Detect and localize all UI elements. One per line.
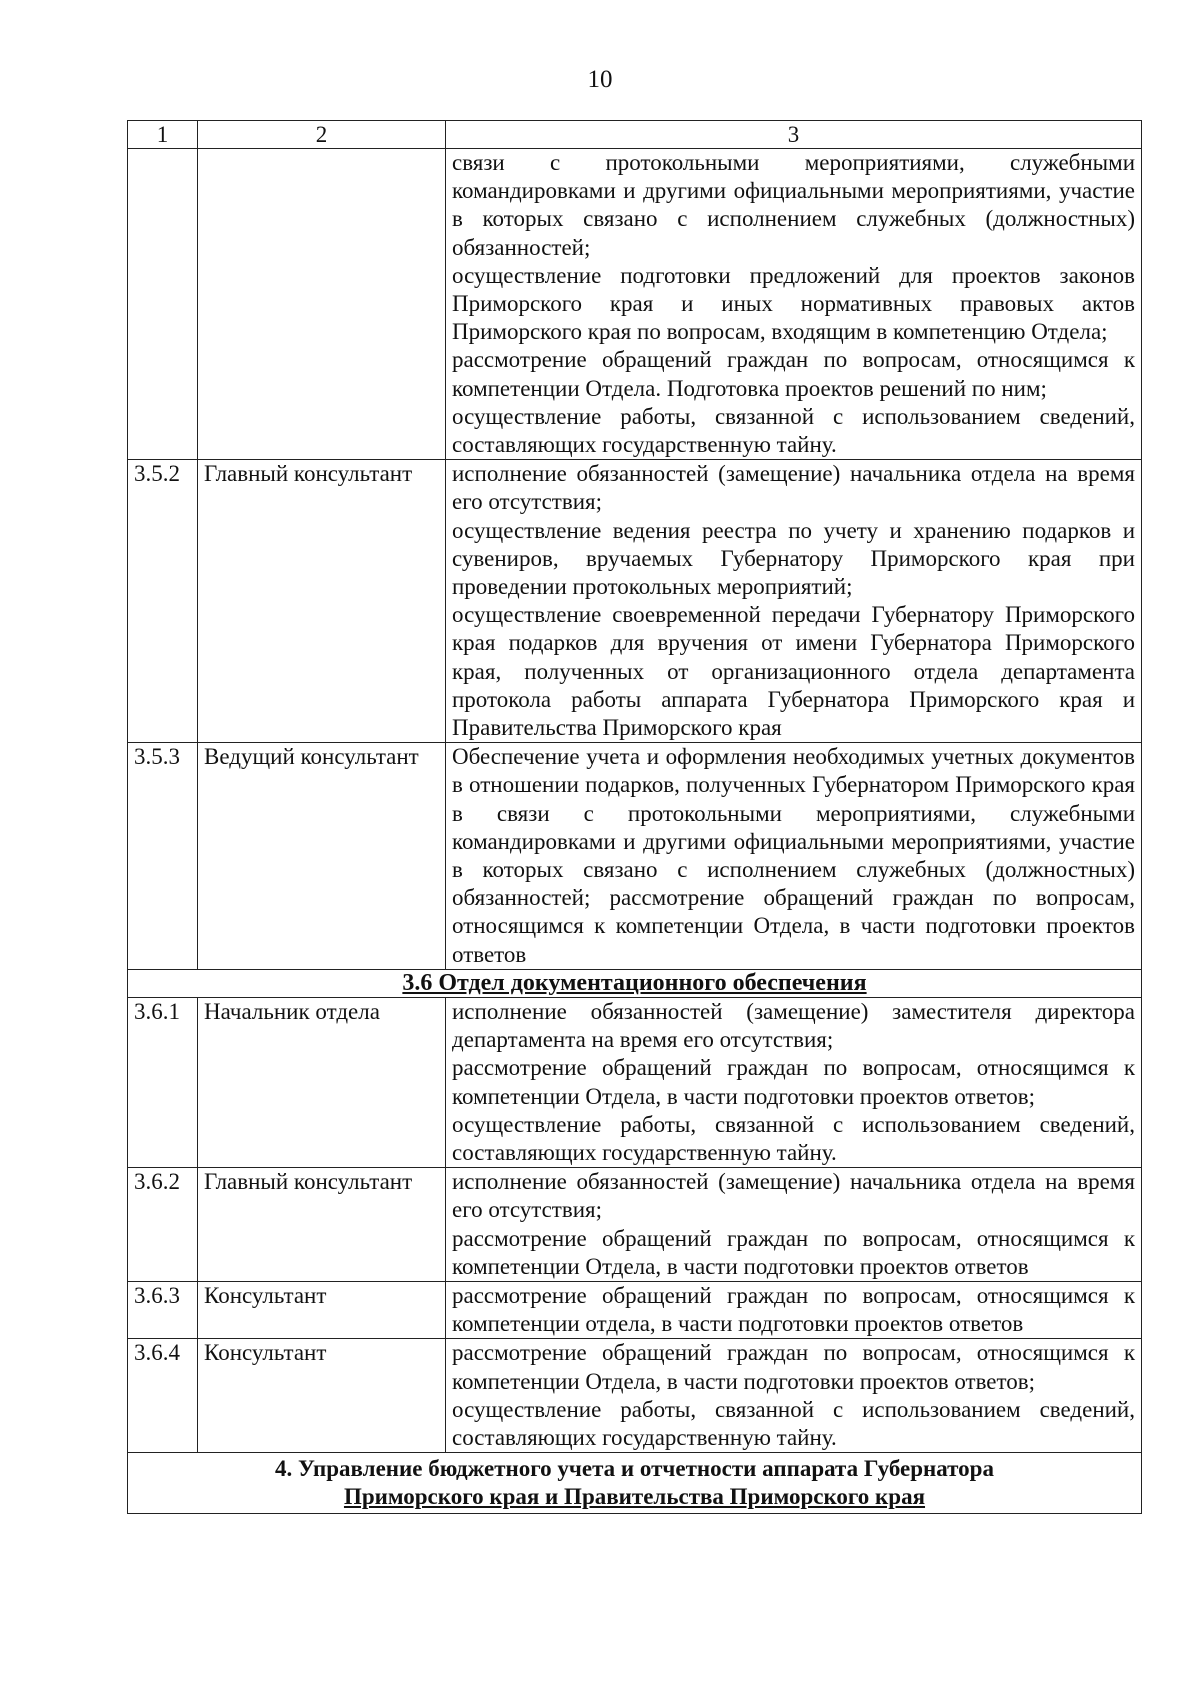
duty-paragraph: рассмотрение обращений граждан по вопросам, относящимся к компетенции Отдела, в части подготовки проектов ответов: [452, 1225, 1135, 1279]
duty-paragraph: исполнение обязанностей (замещение) начальника отдела на время его отсутствия;: [452, 1169, 1135, 1223]
header-col-1: 1: [128, 121, 198, 149]
table-row: [128, 460, 1142, 743]
row-duties: [446, 743, 1142, 970]
row-number: 3.6.3: [128, 1281, 198, 1338]
row-position: [198, 149, 446, 460]
duty-paragraph: осуществление ведения реестра по учету и хранению подарков и сувениров, вручаемых Губернатору Приморского края при проведении протокольных мероприятий;: [452, 517, 1135, 600]
section-heading-row: [128, 969, 1142, 997]
duty-paragraph: рассмотрение обращений граждан по вопросам, относящимся к компетенции отдела, в части подготовки проектов ответов: [452, 1282, 1135, 1337]
duty-paragraph: исполнение обязанностей (замещение) начальника отдела на время его отсутствия;: [452, 461, 1135, 515]
row-number: 3.5.3: [128, 743, 198, 970]
duty-paragraph: рассмотрение обращений граждан по вопросам, относящимся к компетенции Отдела, в части подготовки проектов ответов;: [452, 1340, 1135, 1394]
row-duties: [446, 1339, 1142, 1453]
section-4-line-1: 4. Управление бюджетного учета и отчетности аппарата Губернатора: [275, 1456, 994, 1482]
duty-paragraph: осуществление подготовки предложений для проектов законов Приморского края и иных нормативных правовых актов Приморского края по вопросам, входящим в компетенцию Отдела;: [452, 262, 1135, 345]
duty-paragraph: осуществление своевременной передачи Губернатору Приморского края подарков для вручения от имени Губернатора Приморского края, полученных от организационного отдела департамента протокола работы аппарата Губернатора Приморского края и Правительства Приморского края: [452, 602, 1135, 741]
duty-paragraph: осуществление работы, связанной с использованием сведений, составляющих государственную тайну.: [452, 403, 1135, 458]
table-row: [128, 1168, 1142, 1282]
row-position: Начальник отдела: [198, 997, 446, 1167]
duty-paragraph: Обеспечение учета и оформления необходимых учетных документов в отношении подарков, полученных Губернатором Приморского края в связи с протокольными мероприятиями, служебными командировками и другими официальными мероприятиями, участие в которых связано с исполнением служебных (должностных) обязанностей; рассмотрение обращений граждан по вопросам, относящимся к компетенции Отдела, в части подготовки проектов ответов: [452, 744, 1135, 967]
duty-paragraph: осуществление работы, связанной с использованием сведений, составляющих государственную тайну.: [452, 1396, 1135, 1450]
table-header-row: [128, 121, 1142, 149]
duties-table: [127, 120, 1142, 1514]
header-col-2: 2: [198, 121, 446, 149]
table-row: [128, 743, 1142, 970]
row-number: [128, 149, 198, 460]
row-duties: [446, 460, 1142, 743]
section-heading: 3.6 Отдел документационного обеспечения: [128, 969, 1142, 997]
row-duties: [446, 1168, 1142, 1282]
duty-paragraph: исполнение обязанностей (замещение) заместителя директора департамента на время его отсутствия;: [452, 998, 1135, 1053]
section-4-line-2: Приморского края и Правительства Приморского края: [343, 1484, 926, 1510]
duty-paragraph: связи с протокольными мероприятиями, служебными командировками и другими официальными мероприятиями, участие в которых связано с исполнением служебных (должностных) обязанностей;: [452, 150, 1135, 260]
row-position: Главный консультант: [198, 1168, 446, 1282]
row-position: Главный консультант: [198, 460, 446, 743]
row-number: 3.6.1: [128, 997, 198, 1167]
table-row: [128, 997, 1142, 1167]
row-duties: [446, 149, 1142, 460]
row-duties: [446, 1281, 1142, 1338]
duty-paragraph: осуществление работы, связанной с использованием сведений, составляющих государственную тайну.: [452, 1111, 1135, 1165]
section-4-heading-row: [128, 1453, 1142, 1514]
row-number: 3.6.2: [128, 1168, 198, 1282]
row-duties: [446, 997, 1142, 1167]
row-number: 3.6.4: [128, 1339, 198, 1453]
table-row: [128, 149, 1142, 460]
duty-paragraph: рассмотрение обращений граждан по вопросам, относящимся к компетенции Отдела, в части подготовки проектов ответов;: [452, 1055, 1135, 1109]
page-number: 10: [587, 66, 613, 93]
table-row: [128, 1339, 1142, 1453]
header-col-3: 3: [446, 121, 1142, 149]
section-4-heading: [128, 1453, 1142, 1514]
row-position: Консультант: [198, 1339, 446, 1453]
row-position: Ведущий консультант: [198, 743, 446, 970]
table-row: [128, 1281, 1142, 1338]
row-position: Консультант: [198, 1281, 446, 1338]
duty-paragraph: рассмотрение обращений граждан по вопросам, относящимся к компетенции Отдела. Подготовка проектов решений по ним;: [452, 347, 1135, 401]
row-number: 3.5.2: [128, 460, 198, 743]
